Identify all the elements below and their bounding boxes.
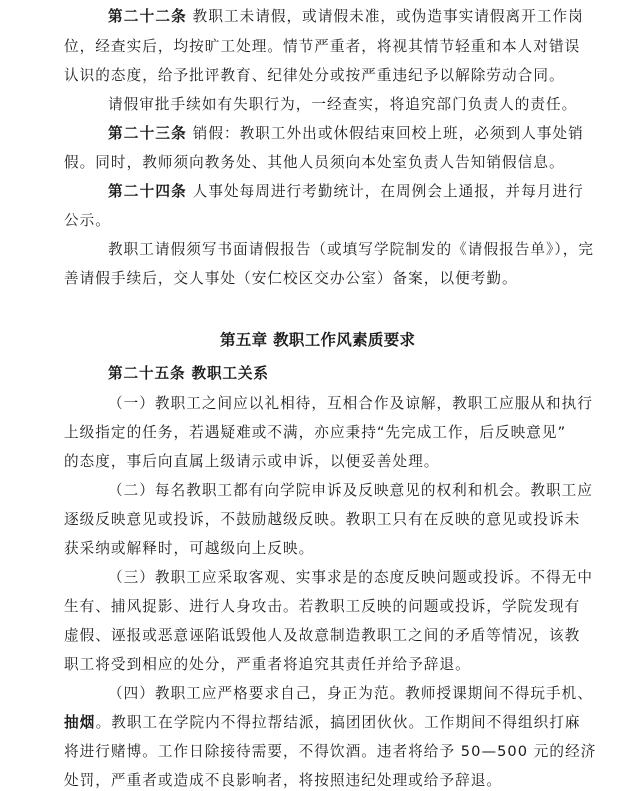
article-25-p3-line-4: 职工将受到相应的处分，严重者将追究其责任并给予辞退。: [64, 656, 471, 673]
article-25-title: 第二十五条 教职工关系: [108, 365, 269, 382]
article-24-text: 人事处每周进行考勤统计，在周例会上通报，并每月进行: [186, 183, 584, 200]
article-25-p4-line-3: 将进行赌博。工作日除接待需要，不得饮酒。违者将给予 50—500 元的经济: [64, 743, 597, 760]
article-24-line-2: 公示。: [64, 212, 111, 229]
article-25-p2-line-1: （二）每名教职工都有向学院申诉及反映意见的权利和机会。教职工应: [108, 482, 593, 499]
leave-approval-line: 请假审批手续如有失职行为，一经查实，将追究部门负责人的责任。: [108, 96, 578, 113]
article-25-p4-line-4: 处罚，严重者或造成不良影响者，将按照违纪处理或给予辞退。: [64, 772, 503, 789]
article-22-line-2: 位，经查实后，均按旷工处理。情节严重者，将视其情节轻重和本人对错误: [64, 38, 581, 55]
article-25-p4-line-1: （四）教职工应严格要求自己，身正为范。教师授课期间不得玩手机、: [108, 685, 593, 702]
article-23-line-1: [108, 124, 584, 144]
article-25-p3-line-3: 虚假、诬报或恶意诬陷诋毁他人及故意制造教职工之间的矛盾等情况，该教: [64, 627, 581, 644]
written-report-line-1: 教职工请假须写书面请假报告（或填写学院制发的《请假报告单》），完: [108, 241, 595, 258]
article-24-label: 第二十四条: [108, 183, 187, 200]
article-25-p1-line-1: （一）教职工之间应以礼相待，互相合作及谅解，教职工应服从和执行: [108, 395, 593, 412]
article-23-label: 第二十三条: [108, 125, 187, 142]
article-25-p1-line-2: 上级指定的任务，若遇疑难或不满，亦应秉持“先完成工作，后反映意见”: [64, 424, 567, 441]
article-25-p1-line-3: 的态度，事后向直属上级请示或申诉，以便妥善处理。: [64, 453, 440, 470]
article-23-line-2: 假。同时，教师须向教务处、其他人员须向本处室负责人告知销假信息。: [64, 154, 565, 171]
article-25-p2-line-3: 获采纳或解释时，可越级向上反映。: [64, 540, 315, 557]
article-25-p2-line-2: 逐级反映意见或投诉，不鼓励越级反映。教职工只有在反映的意见或投诉未: [64, 511, 581, 528]
chapter-5-title: 第五章 教职工作风素质要求: [220, 331, 416, 349]
article-22-text: 教职工未请假，或请假未准，或伪造事实请假离开工作岗: [186, 8, 584, 25]
article-22-line-1: [108, 7, 584, 27]
article-25-p4-line-2-text: 。教职工在学院内不得拉帮结派，搞团团伙伙。工作期间不得组织打麻: [95, 714, 581, 731]
article-24-line-1: [108, 182, 584, 202]
article-25-p3-line-1: （三）教职工应采取客观、实事求是的态度反映问题或投诉。不得无中: [108, 569, 593, 586]
article-25-p3-line-2: 生有、捕风捉影、进行人身攻击。若教职工反映的问题或投诉，学院发现有: [64, 598, 581, 615]
article-25-p4-line-2: [64, 713, 581, 733]
article-22-line-3: 认识的态度，给予批评教育、纪律处分或按严重违纪予以解除劳动合同。: [64, 67, 565, 84]
article-22-label: 第二十二条: [108, 8, 187, 25]
article-23-text: 销假：教职工外出或休假结束回校上班，必须到人事处销: [186, 125, 584, 142]
written-report-line-2: 善请假手续后，交人事处（安仁校区交办公室）备案，以便考勤。: [64, 270, 518, 287]
smoking-word: 抽烟: [64, 714, 96, 731]
